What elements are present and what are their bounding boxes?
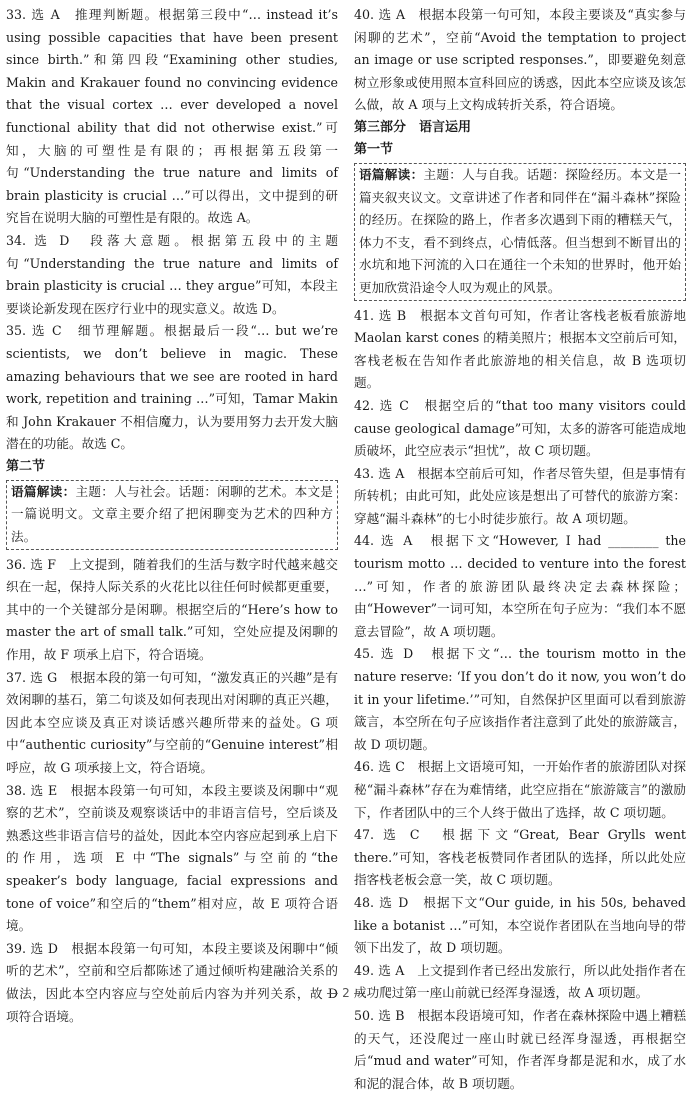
answer-entry-49: 49. 选 A 上文提到作者已经出发旅行，所以此处指作者在成功爬过第一座山前就已经浑身湿透，故 A 项切题。 — [354, 962, 686, 1001]
answer-entry-34: 34. 选 D 段落大意题。根据第五段中的主题句“Understanding the true nature and limits of brain plasticity is crucial … they argue”可知，本段主要谈论新发现在医疗行业中的现实意义。故选 D。 — [6, 232, 338, 316]
answer-entry-37: 37. 选 G 根据本段的第一句可知，“激发真正的兴趣”是有效闲聊的基石，第二句谈及如何表现出对闲聊的真正兴趣，因此本空应谈及真正对谈话感兴趣所带来的益处。G 项中“authentic curiosity”与空前的“Genuine interest”相呼应，故 G 项承接上文，符合语境。 — [6, 669, 338, 775]
summary-label: 语篇解读： — [359, 166, 424, 182]
answer-entry-45: 45. 选 D 根据下文“… the tourism motto in the nature reserve: ‘If you don’t do it now, you won’t do it in your lifetime.’”可知，自然保护区里面可以看到旅游箴言，本空所在句子应该指作者注意到了此处的旅游箴言，故 D 项切题。 — [354, 646, 686, 752]
answer-entry-35: 35. 选 C 细节理解题。根据最后一段“… but we’re scientists, we don’t believe in magic. These amazing behaviours that we see are rooted in hard work, repetition and training …”可知，Tamar Makin 和 John Krakauer 不相信魔力，认为要用努力去开发大脑潜在的功能。故选 C。 — [6, 323, 338, 452]
part-3-title: 第三部分 语言运用 — [354, 119, 472, 135]
answer-entry-50: 50. 选 B 根据本段语境可知，作者在森林探险中遇上糟糕的天气，还没爬过一座山时就已经浑身湿透，再根据空后“mud and water”可知，作者浑身都是泥和水，成了水和泥的混合体，故 B 项切题。 — [354, 1007, 686, 1091]
summary-text: 主题：人与社会。话题：闲聊的艺术。本文是一篇说明文。文章主要介绍了把闲聊变为艺术的四种方法。 — [11, 483, 334, 545]
answer-entry-47: 47. 选 C 根据下文“Great, Bear Grylls went there.”可知，客栈老板赞同作者团队的选择，所以此处应指客栈老板会意一笑，故 C 项切题。 — [354, 827, 686, 888]
summary-text: 主题：人与自我。话题：探险经历。本文是一篇夹叙夹议文。文章讲述了作者和同伴在“漏斗森林”探险的经历。在探险的路上，作者多次遇到下雨的糟糕天气，体力不支，看不到终点，心情低落。但当想到不断冒出的水坑和地下河流的入口在通往一个未知的世界时，他开始更加欣赏沿途令人叹为观止的风景。 — [359, 166, 682, 295]
summary-label: 语篇解读： — [11, 483, 76, 499]
right-column — [354, 4, 686, 1095]
answer-entry-43: 43. 选 A 根据本空前后可知，作者尽管失望，但是事情有所转机；由此可知，此处应该是想出了可替代的旅游方案：穿越“漏斗森林”的七小时徒步旅行。故 A 项切题。 — [354, 465, 686, 526]
answer-entry-41: 41. 选 B 根据本文首句可知，作者让客栈老板看旅游地 Maolan karst cones 的精美照片；根据本文空前后可知，客栈老板在告知作者此旅游地的相关信息，故 B 选项切题。 — [354, 307, 686, 391]
section-1-summary-box — [354, 163, 686, 301]
answer-entry-40: 40. 选 A 根据本段第一句可知，本段主要谈及“真实参与闲聊的艺术”，空前“Avoid the temptation to project an image or use scripted responses.”，即要避免刻意树立形象或使用照本宣科回应的诱惑，因此本空应谈及该怎么做，故 A 项与上文构成转折关系，符合语境。 — [354, 7, 686, 113]
answer-entry-38: 38. 选 E 根据本段第一句可知，本段主要谈及闲聊中“观察的艺术”，空前谈及观察谈话中的非语言信号，空后谈及熟悉这些非语言信号的益处，因此本空内容应起到承上启下的作用，选项 E 中“The signals”与空前的“the speaker’s body language, facial expressions and tone of voice”和空后的“them”相对应，故 E 项符合语境。 — [6, 782, 338, 934]
page-number: — 2 — — [326, 986, 366, 1000]
section-2-summary-box — [6, 480, 338, 550]
answer-entry-39: 39. 选 D 根据本段第一句可知，本段主要谈及闲聊中“倾听的艺术”，空前和空后都陈述了通过倾听构建融洽关系的做法，因此本空内容应与空处前后内容为并列关系，故 D 项符合语境。 — [6, 940, 338, 1024]
answer-entry-33: 33. 选 A 推理判断题。根据第三段中“… instead it’s using possible capacities that have been present since birth.”和第四段“Examining other studies, Makin and Krakauer found no convincing evidence that the visual cortex … ever developed a novel functional ability that did not otherwise exist.”可知，大脑的可塑性是有限的；再根据第五段第一句“Understanding the true nature and limits of brain plasticity is crucial …”可以得出，文中提到的研究旨在说明大脑的可塑性是有限的。故选 A。 — [6, 7, 338, 226]
answer-entry-36: 36. 选 F 上文提到，随着我们的生活与数字时代越来越交织在一起，保持人际关系的火花比以往任何时候都更重要，其中的一个关键部分是闲聊。根据空后的“Here’s how to master the art of small talk.”可知，空处应提及闲聊的作用，故 F 项承上启下，符合语境。 — [6, 556, 338, 663]
left-column — [6, 4, 338, 1028]
answer-entry-48: 48. 选 D 根据下文“Our guide, in his 50s, behaved like a botanist …”可知，本空说作者团队在当地向导的带领下出发了，故 D 项切题。 — [354, 894, 686, 956]
section-1-title: 第一节 — [354, 141, 394, 157]
section-2-title: 第二节 — [6, 458, 46, 474]
answer-entry-46: 46. 选 C 根据上文语境可知，一开始作者的旅游团队对探秘“漏斗森林”存在为难情绪，此空应指在“旅游箴言”的激励下，作者团队中的三个人终于做出了选择，故 C 项切题。 — [354, 759, 686, 820]
answer-entry-44: 44. 选 A 根据下文“However, I had ________ the tourism motto … decided to venture into the forest …”可知，作者的旅游团队最终决定去森林探险；由“However”一词可知，本空所在句子应为：“我们本不愿意去冒险”，故 A 项切题。 — [354, 533, 686, 639]
answer-entry-42: 42. 选 C 根据空后的“that too many visitors could cause geological damage”可知，太多的游客可能造成地质破坏，此空应表示“担忧”，故 C 项切题。 — [354, 397, 686, 459]
